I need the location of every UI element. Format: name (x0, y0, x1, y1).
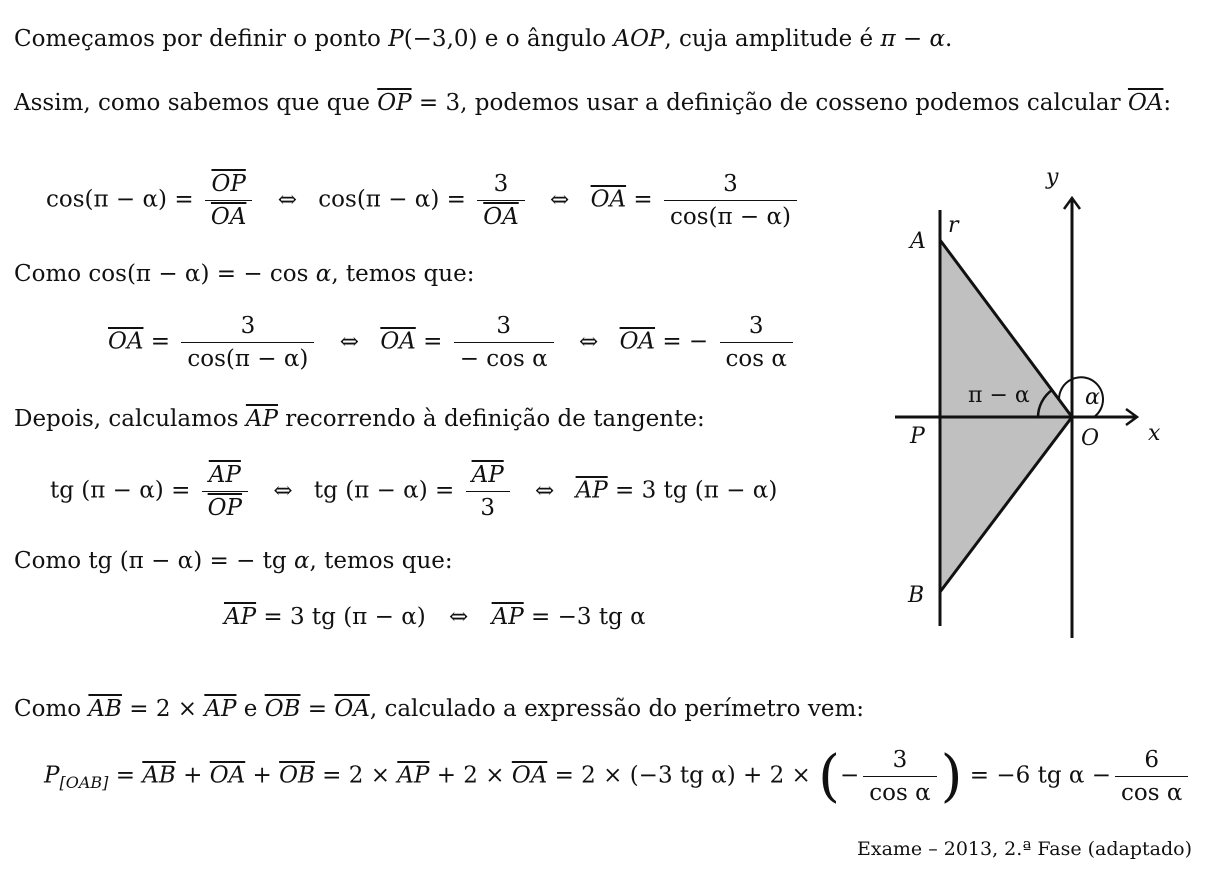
text: , calculado a expressão do perímetro vem: (369, 696, 865, 722)
denominator: 3 (480, 495, 495, 521)
text: e (236, 696, 265, 722)
source-note: Exame – 2013, 2.ª Fase (adaptado) (856, 838, 1192, 860)
term: = −6 tg α − (962, 762, 1111, 789)
fraction (205, 168, 252, 233)
alpha: α (293, 548, 310, 574)
iff-symbol: ⇔ (273, 477, 293, 504)
segment-oa: $\overline{OA}$ (380, 328, 416, 355)
subscript: [OAB] (59, 773, 109, 793)
text: : (1163, 90, 1172, 116)
numerator: 6 (1115, 744, 1188, 777)
intro-line-2 (14, 88, 1171, 118)
text: Depois, calculamos (14, 406, 246, 432)
segment-op: $\overline{OP}$ (377, 90, 412, 116)
fraction (1115, 744, 1188, 809)
segment-ap: $\overline{AP}$ (397, 762, 430, 789)
depois-line (14, 404, 705, 434)
segment-oa: $\overline{OA}$ (1127, 90, 1164, 116)
plus: + (245, 762, 280, 789)
lhs: tg (π − α) = (313, 477, 455, 504)
left-paren: ( (818, 744, 840, 809)
label-p: P (910, 424, 925, 449)
equals: = (108, 762, 143, 789)
segment-ap: $\overline{AP}$ (575, 477, 608, 504)
cosine-equation (46, 168, 801, 233)
iff-symbol: ⇔ (578, 328, 599, 355)
iff-symbol: ⇔ (339, 328, 359, 355)
rhs: = −3 tg α (523, 604, 646, 630)
denominator: − cos α (459, 346, 548, 372)
como-line-3 (14, 694, 864, 724)
lhs: cos(π − α) = (318, 186, 466, 213)
angle-value: π − α (880, 26, 946, 52)
numerator: $\overline{OP}$ (205, 168, 252, 201)
fraction (466, 459, 510, 524)
numerator: 3 (863, 744, 936, 777)
label-pi-minus-alpha: π − α (968, 383, 1030, 408)
lhs: tg (π − α) = (50, 477, 191, 504)
text: Como (14, 696, 89, 722)
tangent-equation (50, 459, 777, 524)
denominator: OA (210, 204, 247, 230)
right-paren: ) (940, 744, 963, 809)
fraction (664, 168, 797, 233)
denominator: cos(π − α) (669, 204, 791, 230)
alpha: α (315, 261, 332, 287)
segment-ob: $\overline{OB}$ (264, 696, 301, 722)
text: (−3,0) e o ângulo (403, 26, 614, 52)
como-line-1 (14, 259, 474, 289)
text: = 3, podemos usar a definição de cosseno podemos calcular (411, 90, 1128, 116)
numerator: 3 (477, 168, 524, 201)
segment-oa: $\overline{OA}$ (511, 762, 548, 789)
intro-line-1 (14, 24, 952, 54)
segment-ap: $\overline{AP}$ (245, 406, 278, 432)
term: + 2 × (429, 762, 512, 789)
segment-ap: $\overline{AP}$ (204, 696, 237, 722)
segment-ap: $\overline{AP}$ (491, 604, 524, 630)
segment-ob: $\overline{OB}$ (279, 762, 315, 789)
segment-oa: $\overline{OA}$ (619, 328, 656, 355)
iff-symbol: ⇔ (535, 477, 555, 504)
fraction (863, 744, 936, 809)
point-p: P (388, 26, 404, 52)
numerator: $\overline{AP}$ (202, 459, 248, 492)
segment-oa: $\overline{OA}$ (334, 696, 370, 722)
text: , temos que: (309, 548, 453, 574)
equals: = (300, 696, 335, 722)
ap-equation (224, 604, 646, 630)
text: Como tg (π − α) = − tg (14, 548, 294, 574)
text: . (945, 26, 953, 52)
oa-equation (108, 310, 797, 375)
term: = 2 × (314, 762, 398, 789)
segment-ab: $\overline{AB}$ (88, 696, 122, 722)
denominator: cos(π − α) (187, 346, 309, 372)
text: , cuja amplitude é (664, 26, 881, 52)
text: Começamos por definir o ponto (14, 26, 389, 52)
fraction (454, 310, 554, 375)
equals: = (626, 186, 653, 213)
como-line-2 (14, 546, 453, 576)
label-y: y (1046, 165, 1059, 190)
text: recorrendo à definição de tangente: (277, 406, 705, 432)
denominator: cos α (725, 346, 787, 372)
segment-oa: $\overline{OA}$ (209, 762, 246, 789)
rhs: = 3 tg (π − α) (607, 477, 778, 504)
segment-ap: $\overline{AP}$ (224, 604, 257, 630)
iff-symbol: ⇔ (449, 604, 469, 630)
denominator: cos α (869, 780, 931, 806)
label-o: O (1081, 426, 1100, 451)
segment-ab: $\overline{AB}$ (142, 762, 176, 789)
text: Assim, como sabemos que que (14, 90, 378, 116)
label-alpha: α (1085, 385, 1100, 410)
minus: − (839, 762, 860, 789)
iff-symbol: ⇔ (277, 186, 297, 213)
rhs: = 3 tg (π − α) (256, 604, 426, 630)
equals: = (415, 328, 443, 355)
text: Como cos(π − α) = − cos (14, 261, 316, 287)
equals: = − (655, 328, 709, 355)
fraction (181, 310, 314, 375)
perimeter-symbol: P (44, 762, 60, 789)
label-r: r (948, 213, 959, 238)
term: = 2 × (−3 tg α) + 2 × (547, 762, 819, 789)
angle-aop: AOP (613, 26, 665, 52)
perimeter-equation (44, 744, 1192, 809)
text: , temos que: (331, 261, 475, 287)
label-b: B (908, 583, 925, 608)
label-x: x (1148, 421, 1161, 446)
label-a: A (910, 229, 926, 254)
iff-symbol: ⇔ (550, 186, 570, 213)
lhs: cos(π − α) = (46, 186, 194, 213)
fraction (720, 310, 793, 375)
numerator: 3 (181, 310, 314, 343)
triangle-diagram (880, 160, 1180, 650)
numerator: 3 (454, 310, 554, 343)
equals: = (143, 328, 171, 355)
plus: + (175, 762, 210, 789)
fraction (202, 459, 248, 524)
fraction (477, 168, 524, 233)
numerator: 3 (664, 168, 797, 201)
denominator: OA (483, 204, 519, 230)
denominator: cos α (1120, 780, 1183, 806)
text: = 2 × (121, 696, 205, 722)
segment-oa: $\overline{OA}$ (590, 186, 627, 213)
segment-oa: $\overline{OA}$ (108, 328, 144, 355)
numerator: 3 (720, 310, 793, 343)
denominator: OP (207, 495, 243, 521)
numerator: $\overline{AP}$ (466, 459, 510, 492)
